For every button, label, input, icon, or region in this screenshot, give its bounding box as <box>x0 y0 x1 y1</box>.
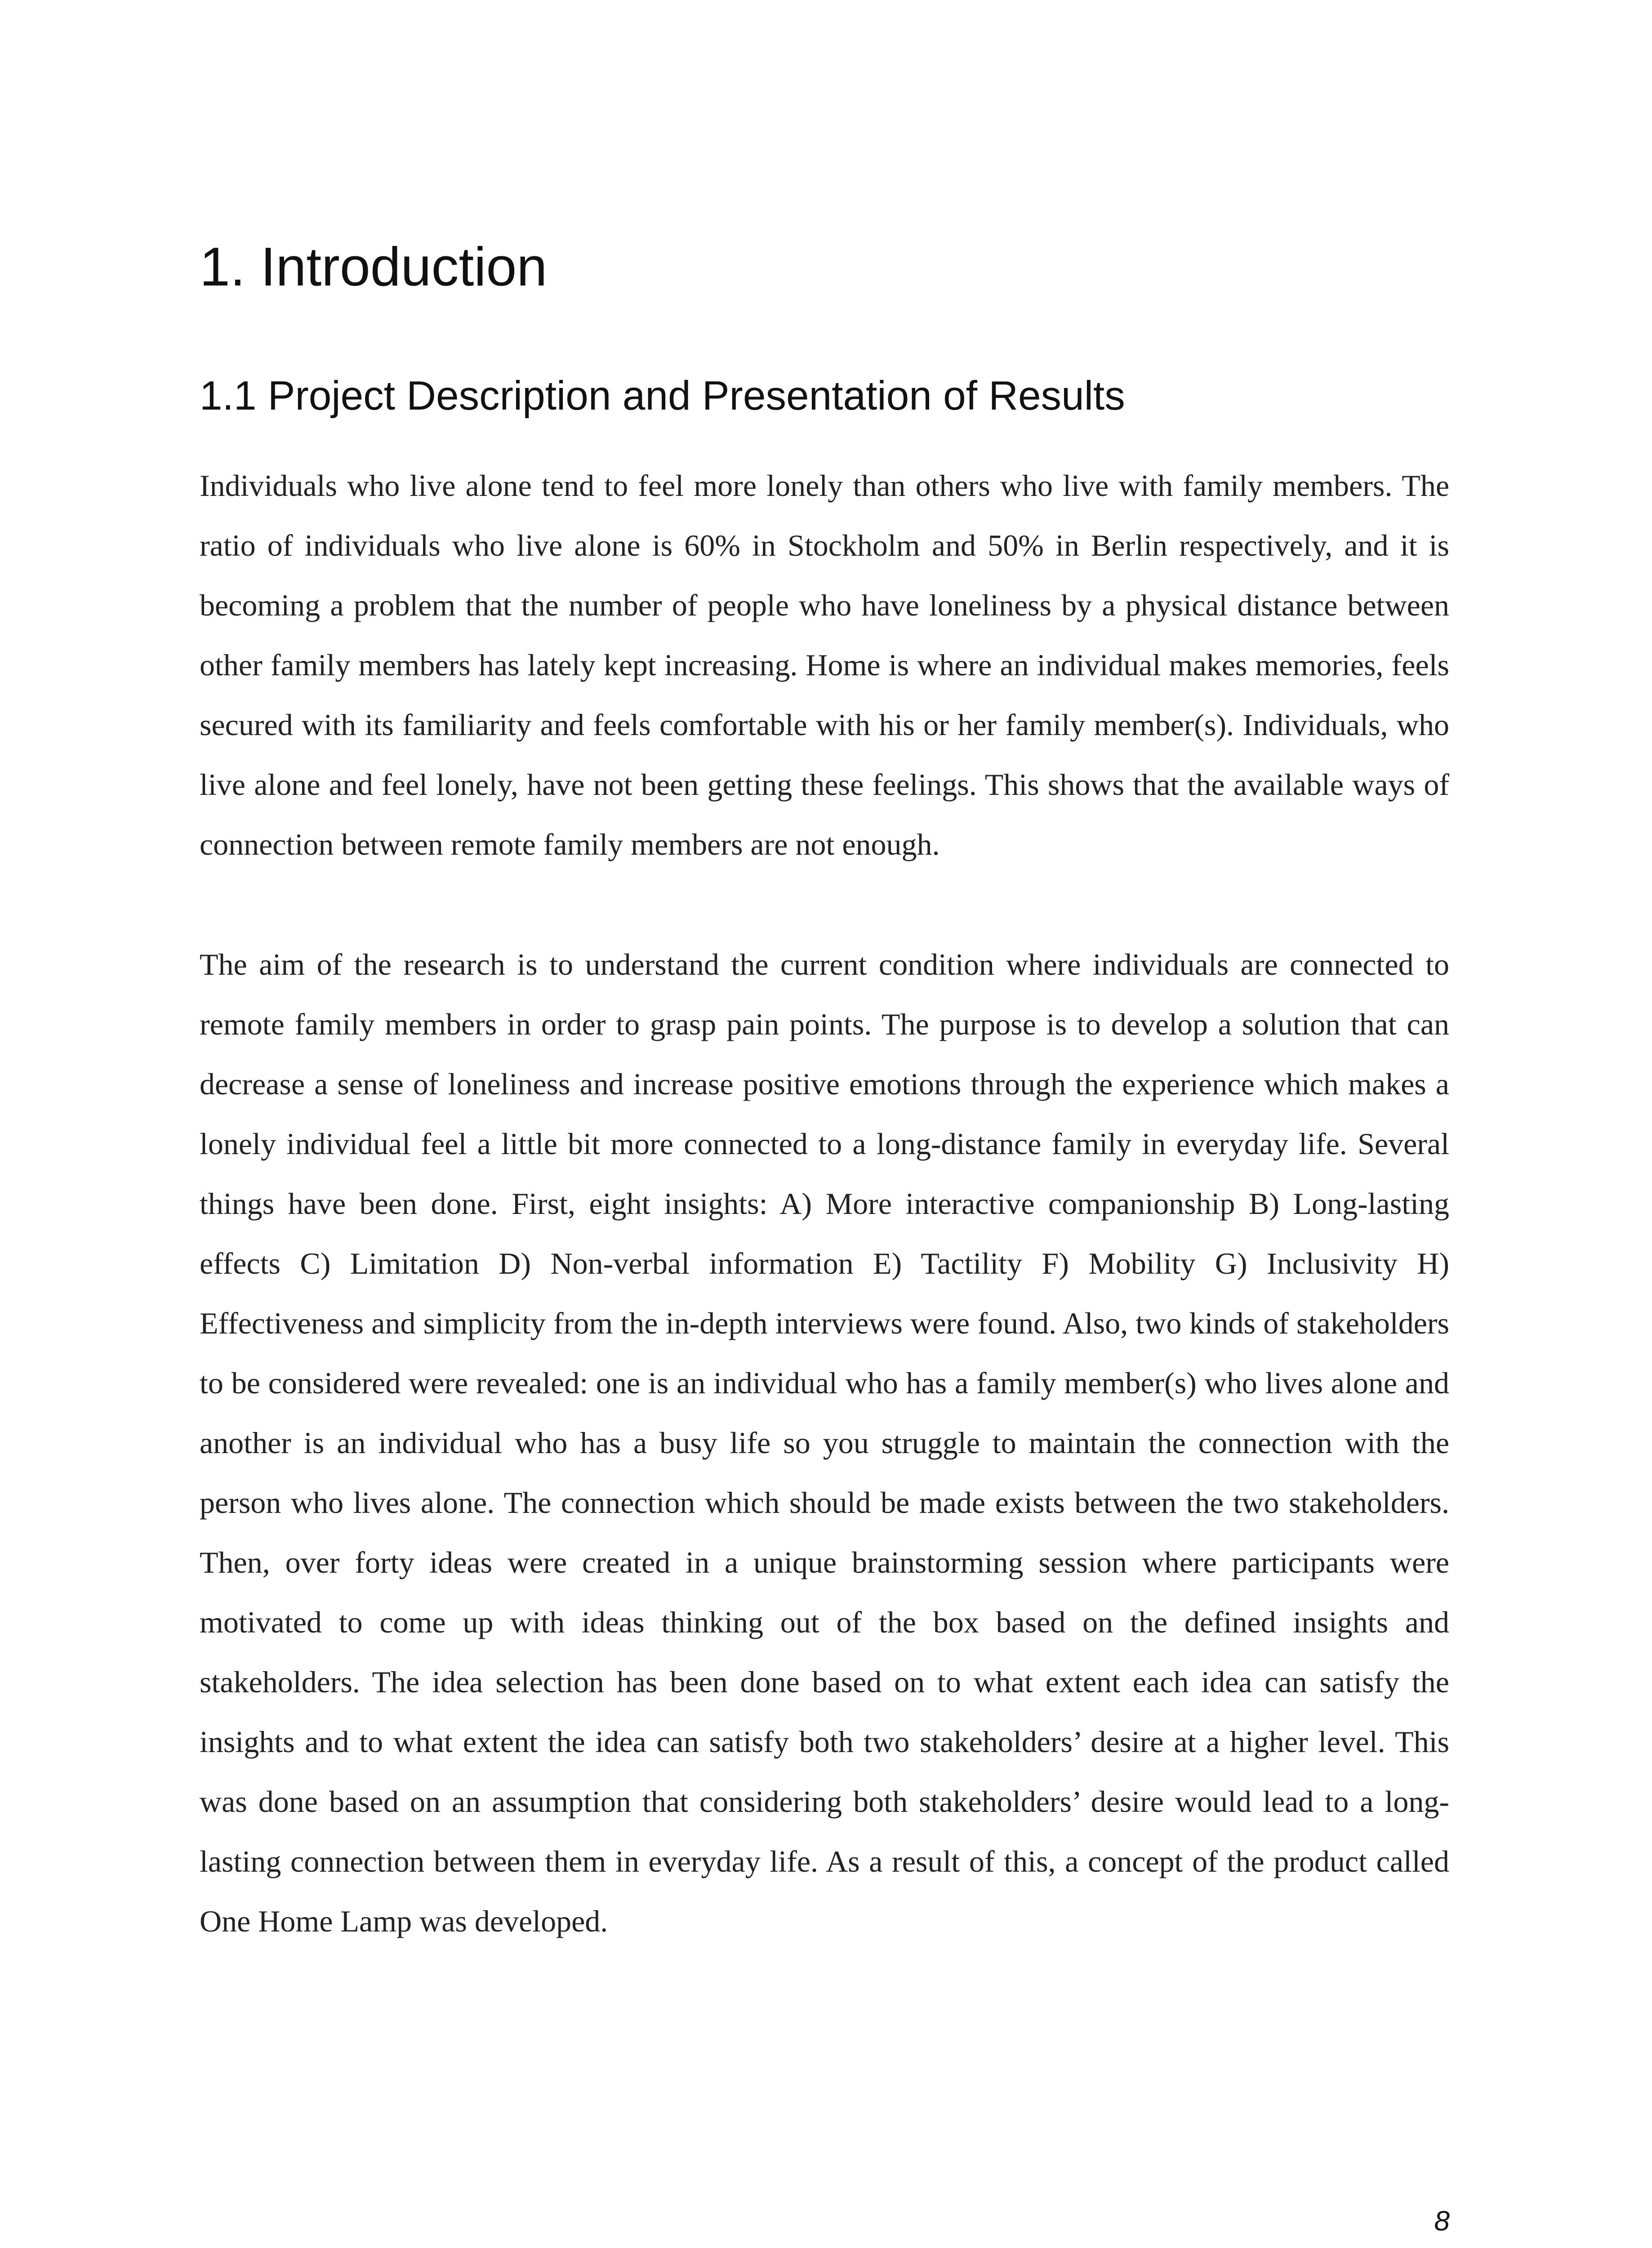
page-number: 8 <box>1434 2206 1450 2237</box>
chapter-title: 1. Introduction <box>200 236 548 297</box>
body-paragraph-2: The aim of the research is to understand the current condition where individuals are connected to remote family members in order to grasp pain points. The purpose is to develop a solution that can decrease a sense of loneliness and increase positive emotions through the experience which makes a lonely individual feel a little bit more connected to a long-distance family in everyday life. Several things have been done. First, eight insights: A) More interactive companionship B) Long-lasting effects C) Limitation D) Non-verbal information E) Tactility F) Mobility G) Inclusivity H) Effectiveness and simplicity from the in-depth interviews were found. Also, two kinds of stakeholders to be considered were revealed: one is an individual who has a family member(s) who lives alone and another is an individual who has a busy life so you struggle to maintain the connection with the person who lives alone. The connection which should be made exists between the two stakeholders. Then, over forty ideas were created in a unique brainstorming session where participants were motivated to come up with ideas thinking out of the box based on the defined insights and stakeholders. The idea selection has been done based on to what extent each idea can satisfy the insights and to what extent the idea can satisfy both two stakeholders’ desire at a higher level. This was done based on an assumption that considering both stakeholders’ desire would lead to a long-lasting connection between them in everyday life. As a result of this, a concept of the product called One Home Lamp was developed. <box>200 947 1449 1938</box>
page-content <box>200 234 1449 1951</box>
body-paragraph-1: Individuals who live alone tend to feel more lonely than others who live with family members. The ratio of individuals who live alone is 60% in Stockholm and 50% in Berlin respectively, and it is becoming a problem that the number of people who have loneliness by a physical distance between other family members has lately kept increasing. Home is where an individual makes memories, feels secured with its familiarity and feels comfortable with his or her family member(s). Individuals, who live alone and feel lonely, have not been getting these feelings. This shows that the available ways of connection between remote family members are not enough. <box>200 468 1449 861</box>
section-title: 1.1 Project Description and Presentation of Results <box>200 373 1125 419</box>
